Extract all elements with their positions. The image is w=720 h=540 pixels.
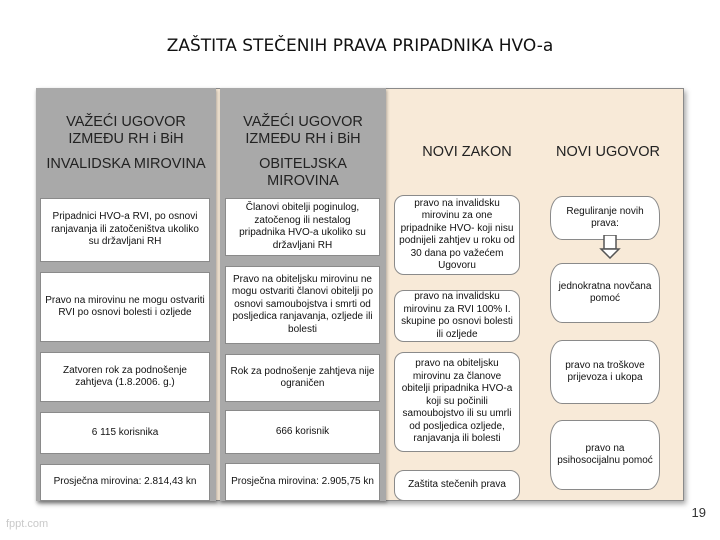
column-1-box-5: Prosječna mirovina: 2.814,43 kn [40, 464, 210, 501]
column-3-header: NOVI ZAKON [422, 144, 512, 160]
column-3-box-2: pravo na invalidsku mirovinu za RVI 100% I. skupine po osnovi bolesti ili ozljede [394, 290, 520, 342]
column-4-box-2: jednokratna novčana pomoć [550, 263, 660, 323]
column-2-box-2: Pravo na obiteljsku mirovinu ne mogu ostvariti članovi obitelji po osnovi samoubojstva i smrti od posljedica ranjavanja, ozljede ili bolesti [225, 266, 380, 344]
slide-title: ZAŠTITA STEČENIH PRAVA PRIPADNIKA HVO-a [166, 36, 554, 56]
page-number: 19 [691, 505, 706, 520]
column-3-box-4: Zaštita stečenih prava [394, 470, 520, 501]
column-2-header-1: VAŽEĆI UGOVOR IZMEĐU RH i BiH [243, 114, 363, 147]
column-4-box-1: Reguliranje novih prava: [550, 196, 660, 240]
column-3-box-1: pravo na invalidsku mirovinu za one pripadnike HVO- koji nisu podnijeli zahtjev u roku od 30 dana po važećem Ugovoru [394, 195, 520, 275]
column-2-box-3: Rok za podnošenje zahtjeva nije ograničen [225, 354, 380, 402]
column-2-header-2: OBITELJSKA MIROVINA [259, 156, 347, 189]
column-3-box-3: pravo na obiteljsku mirovinu za članove obitelji pripadnika HVO-a koji su počinili samoubojstvo ili su umrli od posljedica ozljede, ranjavanja ili bolesti [394, 352, 520, 452]
column-1-header-1: VAŽEĆI UGOVOR IZMEĐU RH i BiH [66, 114, 186, 147]
column-2-box-4: 666 korisnik [225, 410, 380, 454]
column-2-box-1: Članovi obitelji poginulog, zatočenog ili nestalog pripadnika HVO-a ukoliko su državljani RH [225, 198, 380, 256]
arrow-down-icon [599, 235, 621, 259]
column-1-box-1: Pripadnici HVO-a RVI, po osnovi ranjavanja ili zatočeništva ukoliko su državljani RH [40, 198, 210, 262]
column-4-box-4: pravo na psihosocijalnu pomoć [550, 420, 660, 490]
footer-logo: fppt.com [6, 518, 49, 530]
column-1-box-4: 6 115 korisnika [40, 412, 210, 454]
column-2-box-5: Prosječna mirovina: 2.905,75 kn [225, 463, 380, 501]
column-1-box-2: Pravo na mirovinu ne mogu ostvariti RVI po osnovi bolesti i ozljede [40, 272, 210, 342]
column-1-header-2: INVALIDSKA MIROVINA [46, 156, 206, 172]
column-1-box-3: Zatvoren rok za podnošenje zahtjeva (1.8.2006. g.) [40, 352, 210, 402]
column-4-header: NOVI UGOVOR [556, 144, 660, 160]
column-4-box-3: pravo na troškove prijevoza i ukopa [550, 340, 660, 404]
